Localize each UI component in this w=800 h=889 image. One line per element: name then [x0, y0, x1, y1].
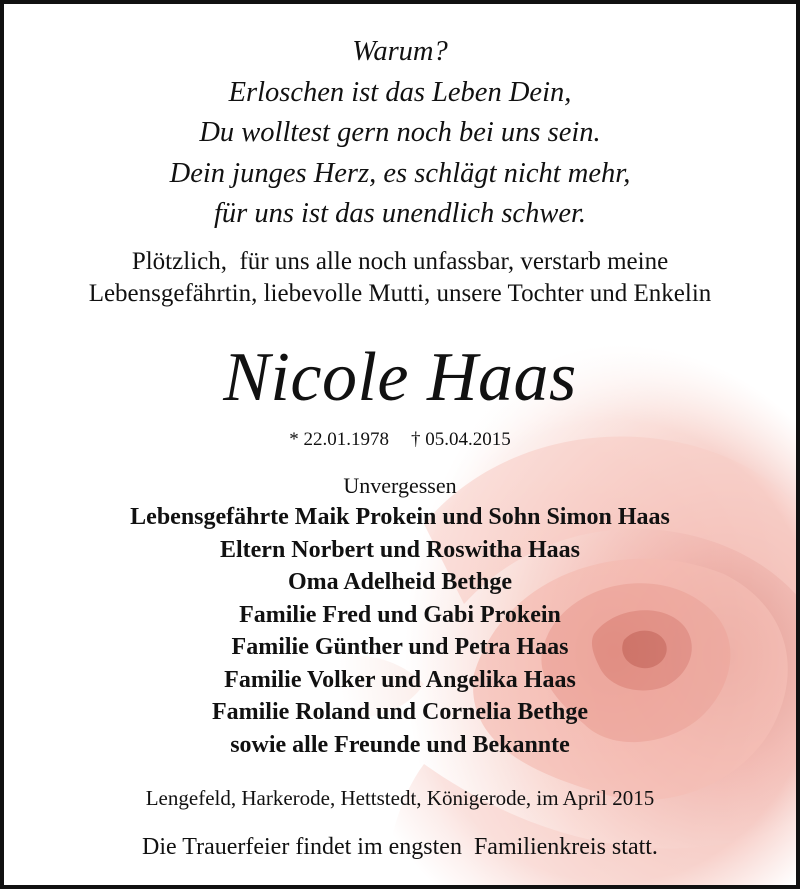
- intro-line: Lebensgefährtin, liebevolle Mutti, unsere Tochter und Enkelin: [88, 280, 712, 307]
- poem: [4, 32, 796, 235]
- places-and-date: Lengefeld, Harkerode, Hettstedt, Königerode, im April 2015: [145, 786, 655, 810]
- death-date: † 05.04.2015: [411, 429, 511, 450]
- mourner-line: Familie Fred und Gabi Prokein: [239, 601, 561, 628]
- birth-date: * 22.01.1978: [289, 429, 389, 450]
- mourner-line: Familie Volker und Angelika Haas: [224, 666, 576, 693]
- mourner-line: sowie alle Freunde und Bekannte: [230, 731, 570, 758]
- mourner-line: Familie Roland und Cornelia Bethge: [211, 699, 589, 725]
- intro-line: Plötzlich, für uns alle noch unfassbar, verstarb meine: [131, 248, 669, 275]
- unforgotten-heading: Unvergessen: [343, 473, 457, 498]
- notice-text: [4, 4, 796, 885]
- poem-line: Warum?: [352, 36, 448, 67]
- poem-line: Du wolltest gern noch bei uns sein.: [199, 117, 601, 148]
- life-dates: [4, 428, 796, 452]
- mourner-line: Oma Adelheid Bethge: [287, 569, 512, 595]
- mourner-line: Eltern Norbert und Roswitha Haas: [219, 536, 580, 563]
- poem-line: Erloschen ist das Leben Dein,: [228, 76, 572, 108]
- intro-text: [4, 246, 796, 310]
- deceased-name: Nicole Haas: [223, 339, 577, 416]
- mourner-line: Lebensgefährte Maik Prokein und Sohn Simon Haas: [130, 504, 670, 530]
- poem-line: für uns ist das unendlich schwer.: [213, 198, 587, 229]
- funeral-note: Die Trauerfeier findet im engsten Familienkreis statt.: [142, 834, 658, 860]
- mourner-line: Familie Günther und Petra Haas: [231, 634, 569, 660]
- poem-line: Dein junges Herz, es schlägt nicht mehr,: [169, 157, 631, 189]
- mourners-list: [4, 501, 796, 761]
